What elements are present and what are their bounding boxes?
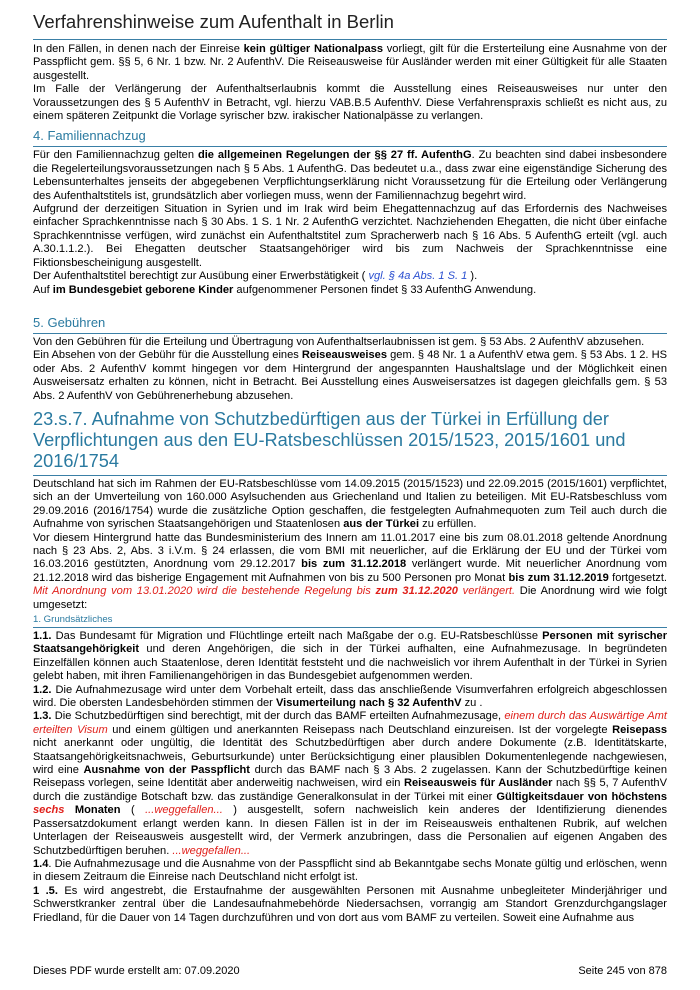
spacer xyxy=(33,297,667,310)
page-header-title: Verfahrenshinweise zum Aufenthalt in Berlin xyxy=(33,11,394,32)
section-divider xyxy=(33,146,667,147)
familiennachzug-paragraph-3: Der Aufenthaltstitel berechtigt zur Ausübung einer Erwerbstätigkeit ( vgl. § 4a Abs. 1 S. 1 ). xyxy=(33,270,478,283)
section-heading-familiennachzug: 4. Familiennachzug xyxy=(33,128,146,144)
section-heading-gebuehren: 5. Gebühren xyxy=(33,314,106,330)
gebuehren-paragraph-2: Ein Absehen von der Gebühr für die Ausstellung eines Reiseausweises gem. § 48 Nr. 1 a AufenthV etwa gem. § 53 Abs. 1 2. HS oder Abs. 2 AufenthV kommt hingegen vor dem Hintergrund der angespannten Haushaltslage und der Möglichkeit einen Ausweisersatz erhalten zu können, nicht in Betracht. Bei Ausstellung eines Ausweisersatzes ist dagegen gleichfalls gem. § 53 Abs. 2 AufenthV von Gebührenerhebung abzusehen. xyxy=(33,349,668,402)
subsection-divider xyxy=(33,627,667,628)
gebuehren-paragraph-1: Von den Gebühren für die Erteilung und Übertragung von Aufenthaltserlaubnissen ist gem. § 53 Abs. 2 AufenthV abzusehen. xyxy=(33,335,645,348)
intro-paragraph-1: In den Fällen, in denen nach der Einreise kein gültiger Nationalpass vorliegt, gilt für die Ersterteilung eine Ausnahme von der Passpflicht gem. §§ 5, 6 Nr. 1 bzw. Nr. 2 AufenthV. Die Reiseausweise für Ausländer werden mit einer Gültigkeit für alle Staaten ausgestellt. xyxy=(33,43,667,82)
chapter-heading-23s7: 23.s.7. Aufnahme von Schutzbedürftigen aus der Türkei in Erfüllung der Verpflichtungen aus den EU-Ratsbeschlüssen 2015/1523, 2015/1601 und 2016/1754 xyxy=(33,408,626,471)
item-1-5: 1 .5. Es wird angestrebt, die Erstaufnahme der ausgewählten Personen mit Ausnahme unbegleiteter Minderjähriger und Schwerstkranker zentral über die Landesaufnahmebehörde Niedersachsen, vorrangig am Standort Grenzdurchgangslager Friedland, für die Dauer von 14 Tagen durchzuführen und von dort aus vom BAMF zu verteilen. Soweit eine Aufnahme aus xyxy=(33,884,667,924)
item-1-1: 1.1. Das Bundesamt für Migration und Flüchtlinge erteilt nach Maßgabe der o.g. EU-Ratsbeschlüsse Personen mit syrischer Staatsangehörigkeit und deren Angehörigen, die sich in der Türkei aufhalten, eine Aufnahmezusage. In begründeten Einzelfällen können auch Staatenlose, deren Identität feststeht und die nachweislich vor ihrem Aufenthalt in der Türkei in Syrien gelebt haben, mit ihren Familienangehörigen in das Bundesgebiet aufgenommen werden. xyxy=(33,630,668,683)
intro-paragraph-2: Im Falle der Verlängerung der Aufenthaltserlaubnis kommt die Ausstellung eines Reiseausweises nur unter den Voraussetzungen des § 5 AufenthV in Betracht, vgl. hierzu VAB.B.5 AufenthV. Diese Verfahrenspraxis schließt es nicht aus, zu einem späteren Zeitpunkt die Vorlage syrischer bzw. irakischer Nationalpässe zu verlangen. xyxy=(33,83,667,123)
footer-page-number: Seite 245 von 878 xyxy=(578,965,667,977)
item-1-4: 1.4. Die Aufnahmezusage und die Ausnahme von der Passpflicht sind ab Bekanntgabe sechs Monate gültig und erlöschen, wenn in diesem Zeitraum die Einreise nach Deutschland nicht erfolgt ist. xyxy=(33,857,667,884)
familiennachzug-paragraph-4: Auf im Bundesgebiet geborene Kinder aufgenommener Personen findet § 33 AufenthG Anwendung. xyxy=(33,283,537,296)
section-divider xyxy=(33,333,667,334)
law-reference-link[interactable]: vgl. § 4a Abs. 1 S. 1 xyxy=(368,270,468,283)
header-divider xyxy=(33,39,667,40)
subsection-heading-grundsaetzliches: 1. Grundsätzliches xyxy=(33,614,113,625)
familiennachzug-paragraph-2: Aufgrund der derzeitigen Situation in Syrien und im Irak wird beim Ehegattennachzug auf das Erfordernis des Nachweises einfacher Sprachkenntnisse nach § 30 Abs. 1 S. 1 Nr. 2 AufenthG verzichtet. Nachziehenden Ehegatten, die nicht über einfache Sprachkenntnisse verfügen, wird zunächst ein Aufenthaltstitel zum Spracherwerb nach § 16 Abs. 5 AufenthG erteilt (vgl. auch A.30.1.1.2.). Bei Ehegatten deutscher Staatsangehöriger wird bis zum Nachweis der Sprachkenntnisse eine Fiktionsbescheinigung ausgestellt. xyxy=(33,203,667,269)
chapter-divider xyxy=(33,475,667,476)
page-footer xyxy=(33,965,667,978)
item-1-3: 1.3. Die Schutzbedürftigen sind berechtigt, mit der durch das BAMF erteilten Aufnahmezusage, einem durch das Auswärtige Amt erteilten Visum und einem gültigen und anerkannten Reisepass nach Deutschland einzureisen. Ist der vorgelegte Reisepass nicht anerkannt oder ungültig, die Identität des Schutzbedürftigen aber durch andere Dokumente (z.B. Identitätskarte, Staatsangehörigkeitsnachweis, Geburtsurkunde) unter Berücksichtigung einer plausiblen Dokumentenlegende nachgewiesen, wird eine Ausnahme von der Passpflicht durch das BAMF nach § 3 Abs. 2 zugelassen. Kann der Schutzbedürftige keinen Reisepass vorlegen, seine Identität aber anderweitig nachweisen, wird ein Reiseausweis für Ausländer nach §§ 5, 7 AufenthV durch die zuständige Botschaft bzw. das zuständige Generalkonsulat in der Türkei mit einer Gültigkeitsdauer von höchstens sechs Monaten ( ...weggefallen... ) ausgestellt, sofern nachweislich kein anderes der Identifizierung dienendes Passersatzdokument erlangt werden kann. In diesen Fällen ist in der im Reiseausweis enthaltenen Rubrik, auf welchen Unterlagen der Reiseausweis ausgestellt wird, der Vermerk anzubringen, dass die Personalien auf eigenen Angaben des Schutzbedürftigen beruhen. ...weggefallen... xyxy=(33,710,668,857)
footer-created-date: Dieses PDF wurde erstellt am: 07.09.2020 xyxy=(33,965,240,977)
familiennachzug-paragraph-1: Für den Familiennachzug gelten die allgemeinen Regelungen der §§ 27 ff. AufenthG. Zu beachten sind dabei insbesondere die Regelerteilungsvoraussetzungen nach § 5 Abs. 1 AufenthG. Das bedeutet u.a., dass zwar eine eigenständige Sicherung des Lebensunterhaltes jenseits der abgegebenen Verpflichtungserklärung nicht Voraussetzung für die Erteilung oder Verlängerung des Aufenthaltstitels ist, grundsätzlich aber vorliegen muss, wenn der Familiennachzug begehrt wird. xyxy=(33,149,667,202)
document-page xyxy=(33,0,667,925)
chapter-paragraph-1: Deutschland hat sich im Rahmen der EU-Ratsbeschlüsse vom 14.09.2015 (2015/1523) und 22.09.2015 (2015/1601) verpflichtet, sich an der Umverteilung von 160.000 Asylsuchenden aus Griechenland und Italien zu beteiligen. Mit EU-Ratsbeschluss vom 29.09.2016 (2016/1754) wurde die zusätzliche Option geschaffen, die festgelegten Aufnahmequoten zum Teil auch durch die Aufnahme von syrischen Staatsangehörigen und Staatenlosen aus der Türkei zu erfüllen. xyxy=(33,477,667,531)
item-1-2: 1.2. Die Aufnahmezusage wird unter dem Vorbehalt erteilt, dass das anschließende Visumverfahren erfolgreich abgeschlossen wird. Die obersten Landesbehörden stimmen der Visumerteilung nach § 32 AufenthV zu . xyxy=(33,683,667,710)
chapter-paragraph-2: Vor diesem Hintergrund hatte das Bundesministerium des Innern am 11.01.2017 eine bis zum 08.01.2018 geltende Anordnung nach § 23 Abs. 2, Abs. 3 i.V.m. § 24 erlassen, die vom BMI mit neuerlicher, auf die Erklärung der EU und der Türkei vom 16.03.2016 gestützten, Anordnung vom 29.12.2017 bis zum 31.12.2018 verlängert wurde. Mit neuerlicher Anordnung vom 21.12.2018 wird das bisherige Engagement mit Aufnahmen von bis zu 500 Personen pro Monat bis zum 31.12.2019 fortgesetzt. Mit Anordnung vom 13.01.2020 wird die bestehende Regelung bis zum 31.12.2020 verlängert. Die Anordnung wird wie folgt umgesetzt: xyxy=(33,531,667,611)
